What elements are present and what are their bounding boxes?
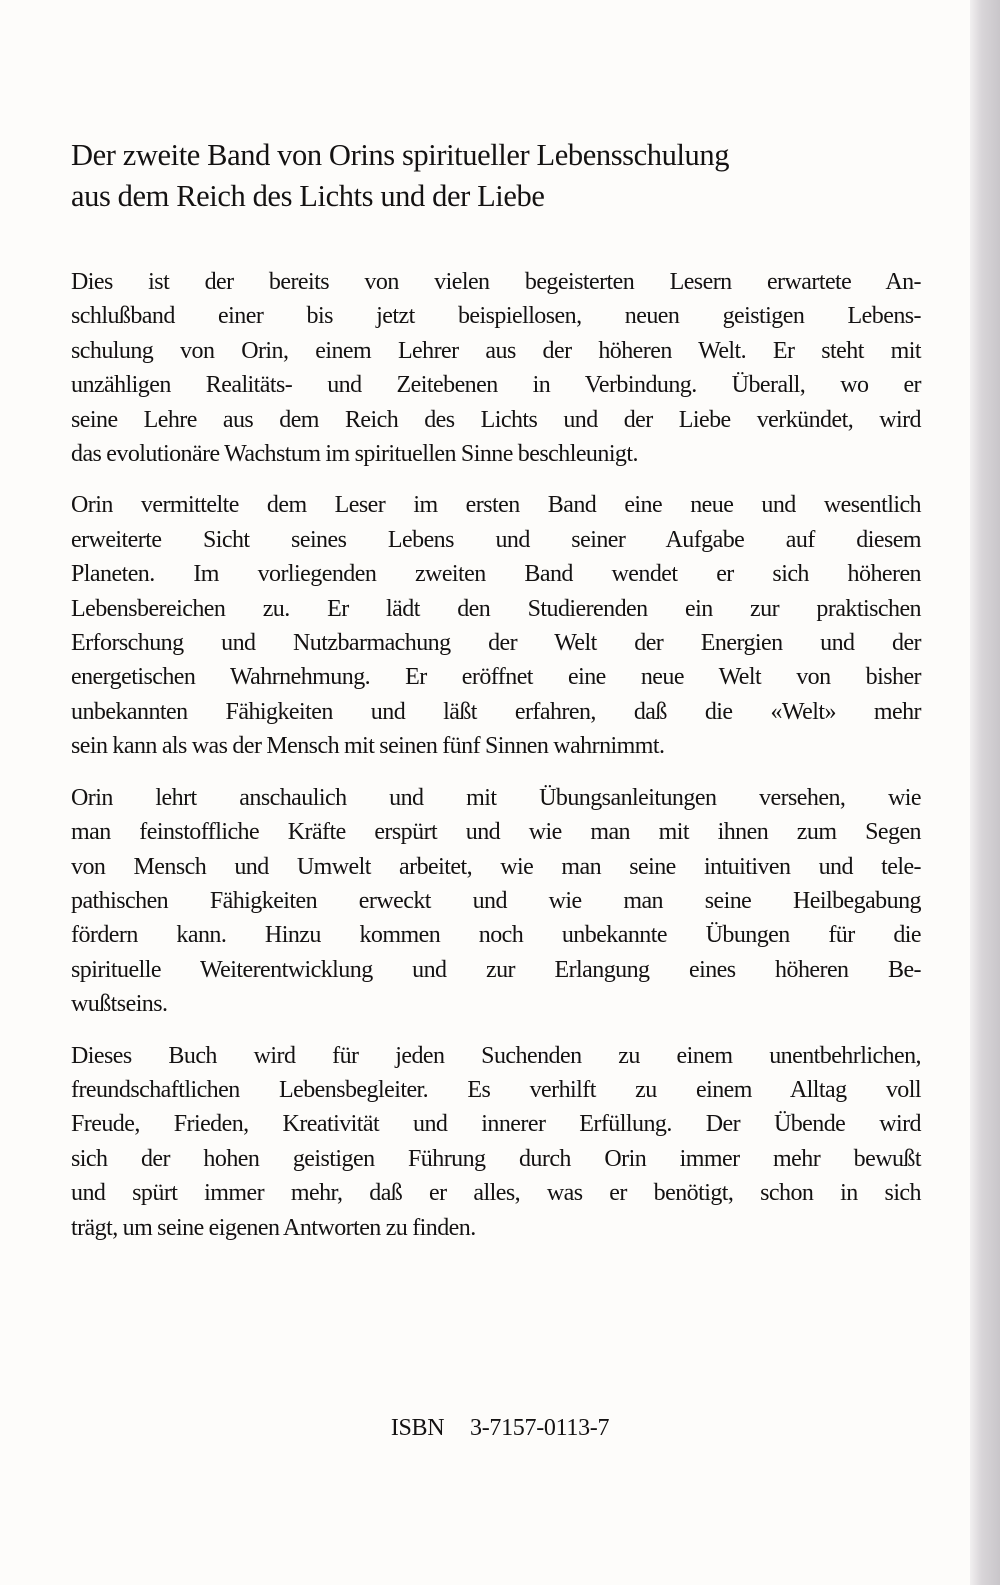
blurb [71, 265, 921, 1245]
isbn-label: ISBN [390, 1415, 445, 1441]
text-line: Orin lehrt anschaulich und mit Übungsanleitungen versehen, wie [71, 784, 921, 811]
blurb-paragraph-4 [71, 1039, 921, 1245]
text-line: Erforschung und Nutzbarmachung der Welt der Energien und der [71, 630, 921, 657]
blurb-paragraph-1 [71, 265, 921, 471]
headline [71, 135, 921, 217]
isbn-number: 3-7157-0113-7 [470, 1415, 610, 1441]
text-line: erweiterte Sicht seines Lebens und seiner Aufgabe auf diesem [71, 526, 921, 553]
text-line: trägt, um seine eigenen Antworten zu finden. [71, 1214, 476, 1241]
text-line: das evolutionäre Wachstum im spirituellen Sinne beschleunigt. [71, 441, 638, 468]
headline-line: Der zweite Band von Orins spiritueller Lebensschulung [71, 138, 730, 172]
text-line: Dies ist der bereits von vielen begeisterten Lesern erwartete An- [71, 269, 921, 295]
text-line: energetischen Wahrnehmung. Er eröffnet eine neue Welt von bisher [71, 664, 921, 691]
text-line: wußtseins. [71, 991, 168, 1018]
isbn [0, 1415, 1000, 1442]
text-line: fördern kann. Hinzu kommen noch unbekannte Übungen für die [71, 922, 921, 949]
text-line: sein kann als was der Mensch mit seinen fünf Sinnen wahrnimmt. [71, 733, 665, 760]
text-line: spirituelle Weiterentwicklung und zur Erlangung eines höheren Be- [71, 956, 921, 983]
blurb-paragraph-2 [71, 488, 921, 763]
text-line: und spürt immer mehr, daß er alles, was er benötigt, schon in sich [71, 1180, 921, 1207]
text-line: freundschaftlichen Lebensbegleiter. Es verhilft zu einem Alltag voll [71, 1076, 921, 1103]
text-line: seine Lehre aus dem Reich des Lichts und der Liebe verkündet, wird [71, 406, 921, 433]
text-line: unzähligen Realitäts- und Zeitebenen in Verbindung. Überall, wo er [71, 372, 921, 399]
text-line: pathischen Fähigkeiten erweckt und wie man seine Heilbegabung [71, 887, 921, 914]
book-spine-edge [970, 0, 1000, 1585]
headline-line: aus dem Reich des Lichts und der Liebe [71, 179, 545, 213]
text-line: Dieses Buch wird für jeden Suchenden zu einem unentbehrlichen, [71, 1042, 921, 1069]
text-line: Lebensbereichen zu. Er lädt den Studierenden ein zur praktischen [71, 595, 921, 622]
text-line: schulung von Orin, einem Lehrer aus der höheren Welt. Er steht mit [71, 337, 921, 364]
text-line: Freude, Frieden, Kreativität und innerer Erfüllung. Der Übende wird [71, 1111, 921, 1138]
back-cover-content [71, 135, 921, 1262]
text-line: Orin vermittelte dem Leser im ersten Band eine neue und wesentlich [71, 492, 921, 519]
text-line: Planeten. Im vorliegenden zweiten Band wendet er sich höheren [71, 561, 921, 588]
text-line: schlußband einer bis jetzt beispiellosen, neuen geistigen Lebens- [71, 303, 921, 330]
blurb-paragraph-3 [71, 781, 921, 1022]
text-line: von Mensch und Umwelt arbeitet, wie man seine intuitiven und tele- [71, 853, 921, 880]
text-line: sich der hohen geistigen Führung durch Orin immer mehr bewußt [71, 1145, 921, 1172]
text-line: unbekannten Fähigkeiten und läßt erfahren, daß die «Welt» mehr [71, 698, 921, 725]
text-line: man feinstoffliche Kräfte erspürt und wie man mit ihnen zum Segen [71, 819, 921, 846]
